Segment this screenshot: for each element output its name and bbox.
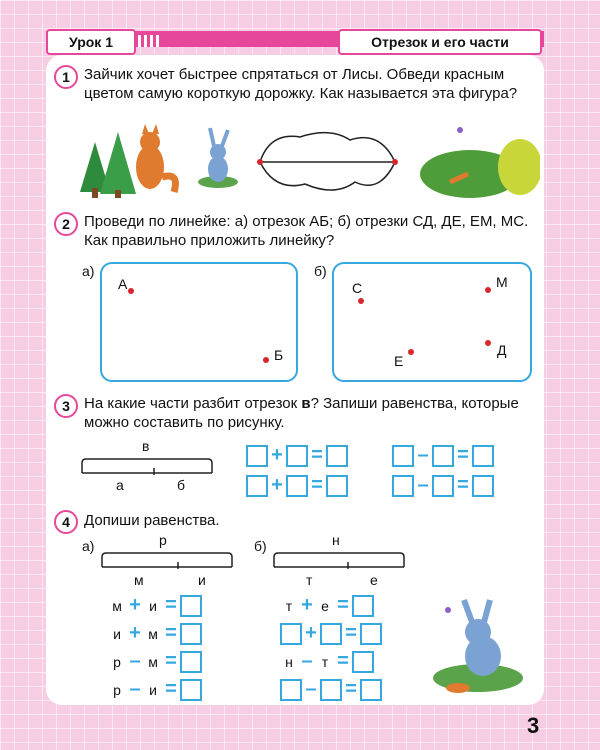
point-dot[interactable] xyxy=(263,357,269,363)
task4-part-b-label: б) xyxy=(254,538,267,554)
answer-box[interactable] xyxy=(472,475,494,497)
answer-box[interactable] xyxy=(392,445,414,467)
operator: – xyxy=(305,678,317,700)
answer-box[interactable] xyxy=(180,679,202,701)
answer-box[interactable] xyxy=(180,623,202,645)
equals-sign: = xyxy=(165,678,177,700)
term: р xyxy=(113,681,121,698)
answer-box[interactable] xyxy=(352,595,374,617)
fox-illustration xyxy=(136,124,176,192)
task2-area-a[interactable] xyxy=(100,262,298,382)
equation-row xyxy=(246,444,348,467)
equation-row xyxy=(246,474,348,497)
term: и xyxy=(149,681,157,698)
segment-whole-label: р xyxy=(159,532,167,548)
equals-sign: = xyxy=(345,678,357,700)
task1-number: 1 xyxy=(54,65,78,89)
task4-text: Допиши равенства. xyxy=(84,512,220,529)
equals-sign: = xyxy=(311,444,323,466)
equals-sign: = xyxy=(165,650,177,672)
task4-part-a-label: а) xyxy=(82,538,95,554)
segment-whole-label: н xyxy=(332,532,340,548)
task2-text: Проведи по линейке: а) отрезок АБ; б) отрезки СД, ДЕ, ЕМ, МС. Как правильно приложить линейку? xyxy=(84,213,529,249)
equals-sign: = xyxy=(311,474,323,496)
page-number: 3 xyxy=(527,713,540,738)
term: и xyxy=(149,597,157,614)
answer-box[interactable] xyxy=(320,679,342,701)
bunny-carrot-illustration xyxy=(428,596,528,696)
answer-box[interactable] xyxy=(286,445,308,467)
operator: + xyxy=(301,594,313,616)
operator: + xyxy=(129,622,141,644)
equals-sign: = xyxy=(337,594,349,616)
equation-row xyxy=(108,650,202,673)
operator: – xyxy=(129,650,141,672)
point-label: Е xyxy=(394,353,404,369)
segment-diagram-v xyxy=(80,455,215,475)
point-dot[interactable] xyxy=(485,340,491,346)
task2-part-a-label: а) xyxy=(82,263,95,279)
equation-row xyxy=(280,678,382,701)
answer-box[interactable] xyxy=(360,679,382,701)
operator: + xyxy=(271,444,283,466)
operator: + xyxy=(271,474,283,496)
operator: – xyxy=(301,650,313,672)
equals-sign: = xyxy=(457,474,469,496)
segment-diagram-n xyxy=(272,549,407,569)
equals-sign: = xyxy=(165,622,177,644)
task4-number: 4 xyxy=(54,510,78,534)
answer-box[interactable] xyxy=(472,445,494,467)
equals-sign: = xyxy=(457,444,469,466)
answer-box[interactable] xyxy=(432,445,454,467)
point-dot[interactable] xyxy=(485,287,491,293)
term: м xyxy=(112,597,122,614)
point-label: Б xyxy=(274,347,284,363)
operator: – xyxy=(129,678,141,700)
bushes-illustration xyxy=(420,127,540,198)
segment-diagram-r xyxy=(100,549,235,569)
equation-row xyxy=(108,594,202,617)
term: т xyxy=(285,597,293,614)
bunny-illustration xyxy=(198,128,238,188)
equation-row xyxy=(280,594,374,617)
segment-part-label: а xyxy=(116,477,124,493)
answer-box[interactable] xyxy=(352,651,374,673)
answer-box[interactable] xyxy=(320,623,342,645)
segment-part-label: и xyxy=(198,572,206,588)
point-label: А xyxy=(118,276,128,292)
task2-part-b-label: б) xyxy=(314,263,327,279)
equation-row xyxy=(108,678,202,701)
task1-text: Зайчик хочет быстрее спрятаться от Лисы. Обведи красным цветом самую короткую дорожку. Как называется эта фигура? xyxy=(84,66,518,102)
topic-title: Отрезок и его части xyxy=(338,29,542,55)
answer-box[interactable] xyxy=(432,475,454,497)
task2-number: 2 xyxy=(54,212,78,236)
equation-row xyxy=(280,650,374,673)
operator: – xyxy=(417,474,429,496)
forest-trees-illustration xyxy=(80,132,136,198)
task3-number: 3 xyxy=(54,394,78,418)
lesson-label: Урок 1 xyxy=(46,29,136,55)
answer-box[interactable] xyxy=(392,475,414,497)
answer-box[interactable] xyxy=(280,679,302,701)
operator: + xyxy=(305,622,317,644)
term: н xyxy=(285,653,293,670)
term: и xyxy=(113,625,121,642)
segment-part-label: м xyxy=(134,572,144,588)
term: е xyxy=(321,597,329,614)
operator: + xyxy=(129,594,141,616)
term: м xyxy=(148,653,158,670)
point-label: М xyxy=(496,274,508,290)
segment-part-label: б xyxy=(177,477,186,493)
equation-row xyxy=(280,622,382,645)
term: м xyxy=(148,625,158,642)
answer-box[interactable] xyxy=(246,445,268,467)
point-label: С xyxy=(352,280,363,296)
segment-part-label: т xyxy=(306,572,313,588)
equals-sign: = xyxy=(165,594,177,616)
task1-illustration xyxy=(50,122,540,200)
answer-box[interactable] xyxy=(326,475,348,497)
segment-whole-label: в xyxy=(142,438,150,454)
segment-part-label: е xyxy=(370,572,378,588)
answer-box[interactable] xyxy=(180,651,202,673)
point-dot[interactable] xyxy=(128,288,134,294)
answer-box[interactable] xyxy=(180,595,202,617)
header-stripes xyxy=(138,34,162,52)
term: р xyxy=(113,653,121,670)
answer-box[interactable] xyxy=(360,623,382,645)
wavy-paths-figure xyxy=(257,133,398,190)
task3-text: На какие части разбит отрезок в? Запиши равенства, которые можно составить по рисунку. xyxy=(84,395,519,431)
operator: – xyxy=(417,444,429,466)
equals-sign: = xyxy=(337,650,349,672)
answer-box[interactable] xyxy=(280,623,302,645)
answer-box[interactable] xyxy=(246,475,268,497)
answer-box[interactable] xyxy=(286,475,308,497)
equation-row xyxy=(392,444,494,467)
equals-sign: = xyxy=(345,622,357,644)
equation-row xyxy=(108,622,202,645)
term: т xyxy=(321,653,329,670)
point-dot[interactable] xyxy=(358,298,364,304)
equation-row xyxy=(392,474,494,497)
answer-box[interactable] xyxy=(326,445,348,467)
point-dot[interactable] xyxy=(408,349,414,355)
point-label: Д xyxy=(497,342,507,358)
